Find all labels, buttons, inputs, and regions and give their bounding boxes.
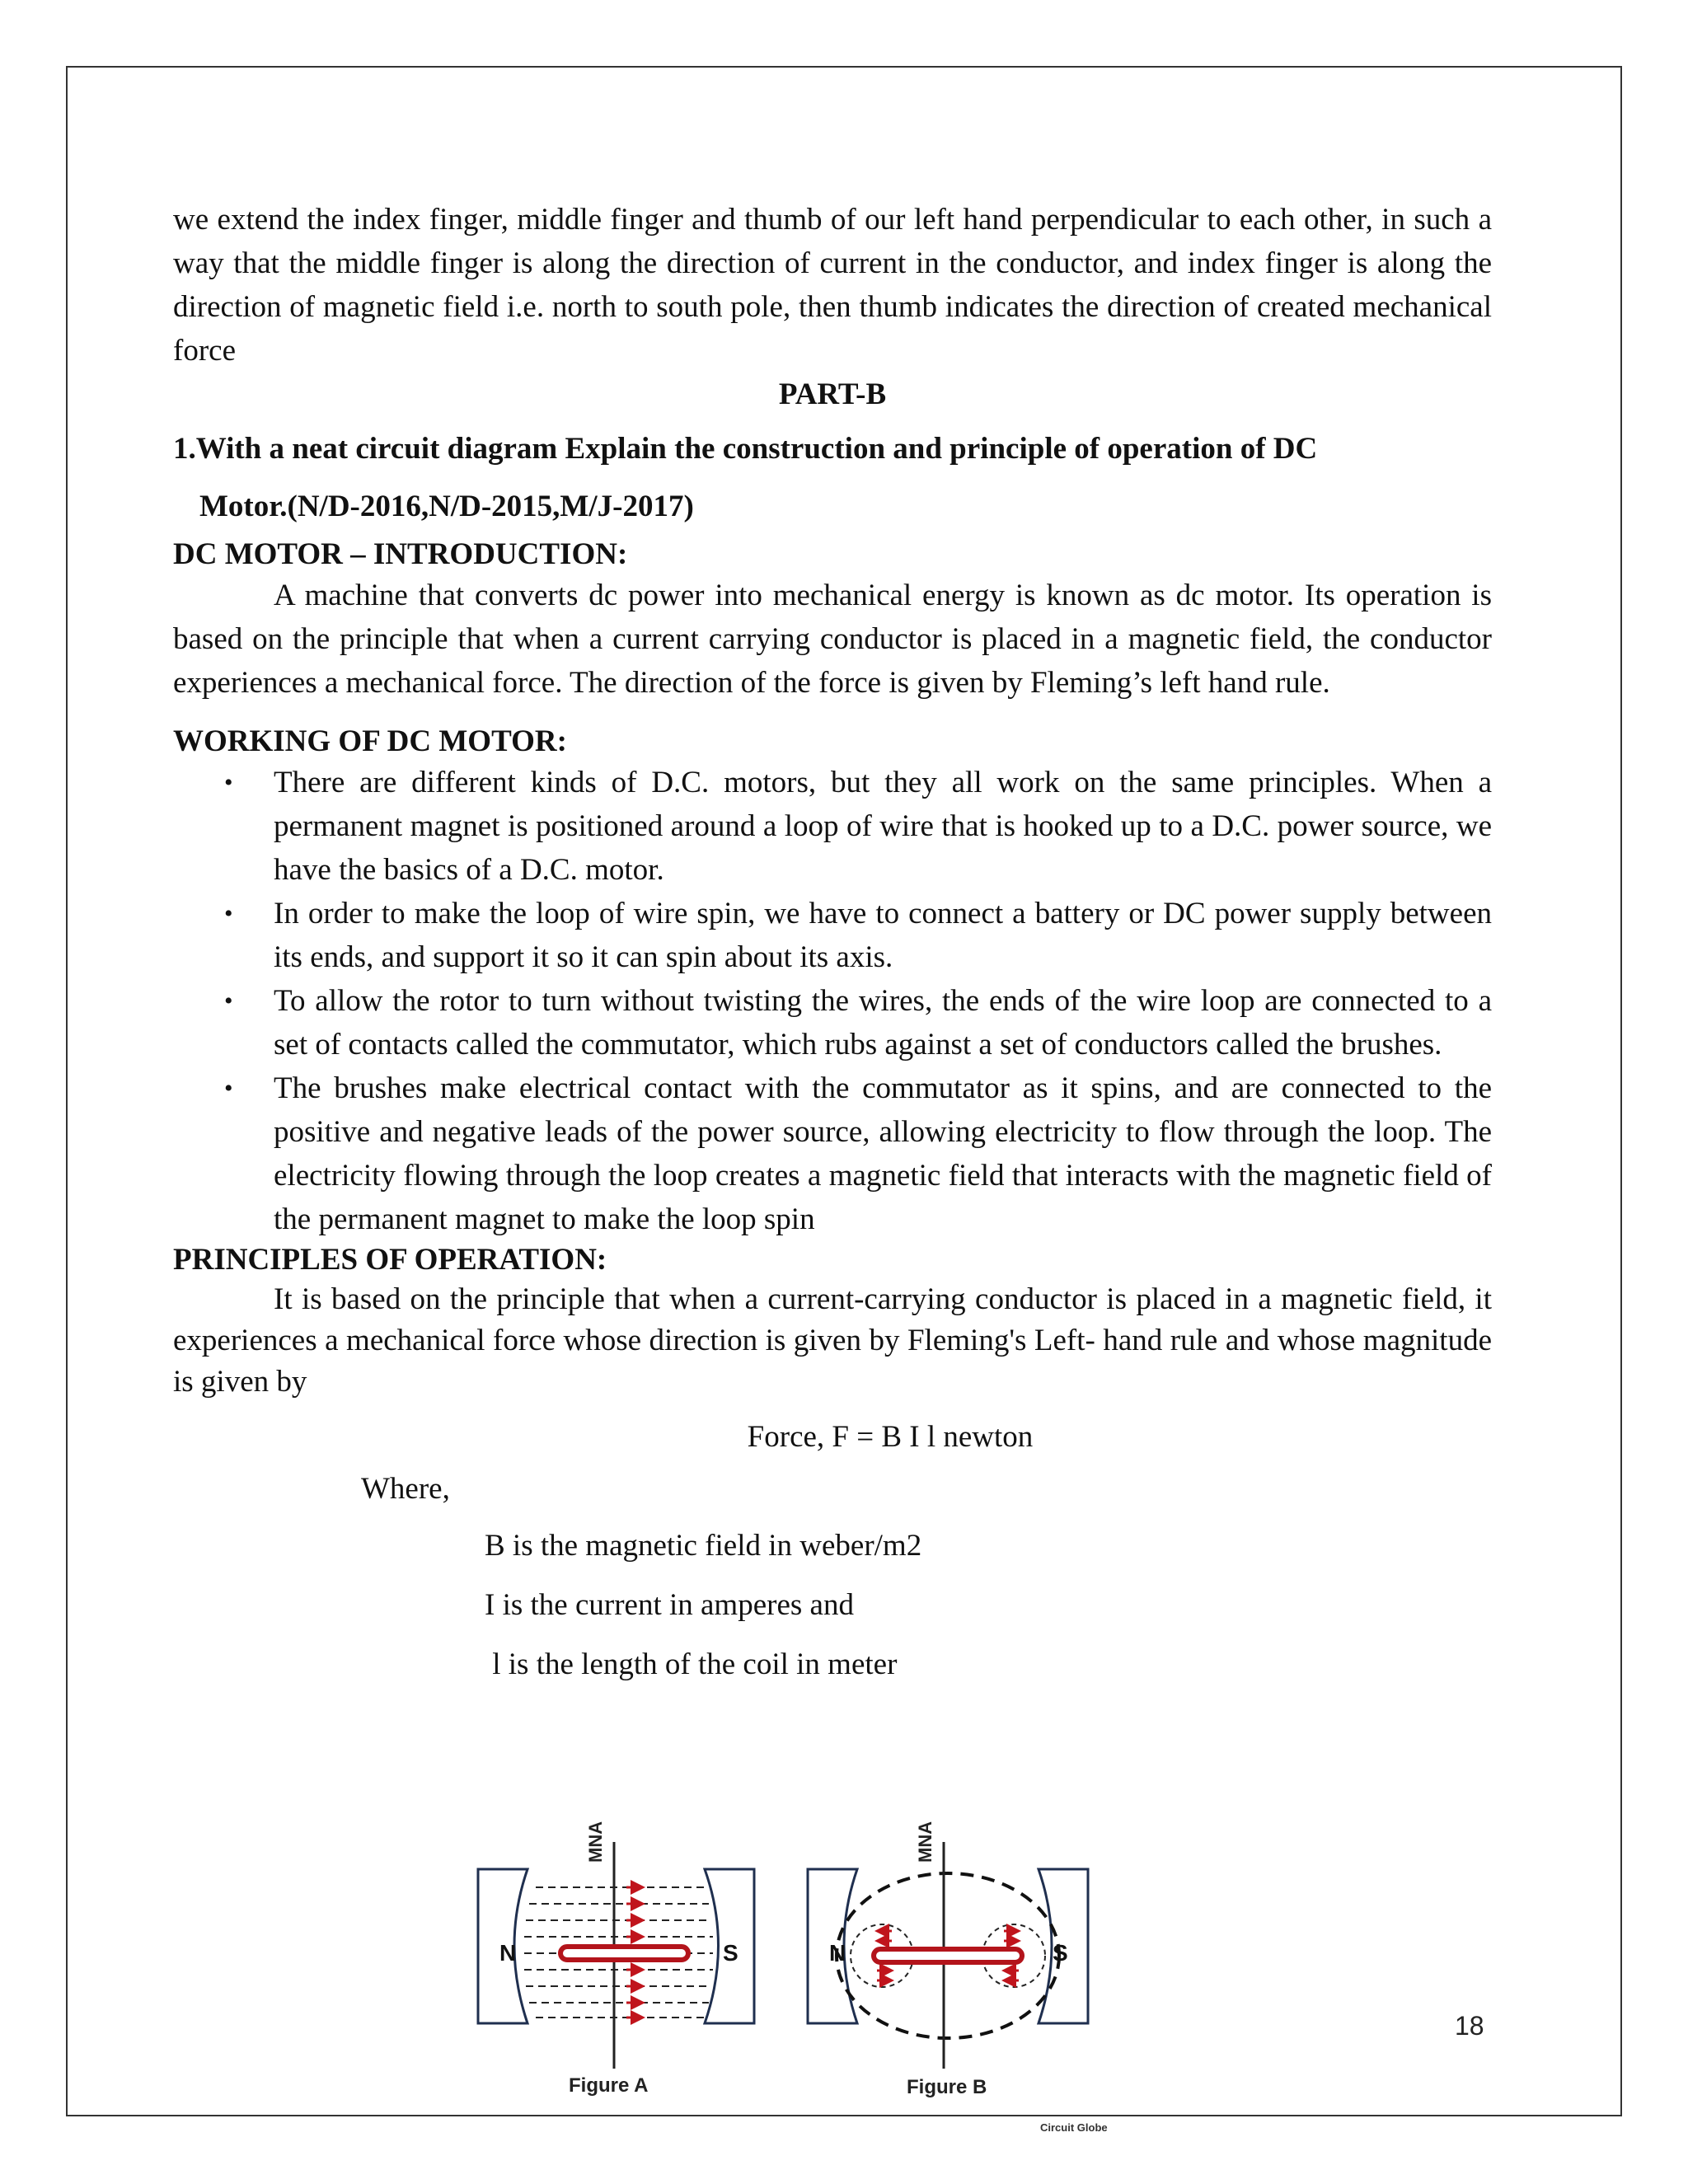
document-body	[173, 198, 1492, 1694]
principles-text: It is based on the principle that when a current-carrying conductor is placed in a magnetic field, it experiences a mechanical force whose direction is given by Fleming's Left- hand rule and whose magnitude is given by	[173, 1282, 1492, 1399]
intro-paragraph: we extend the index finger, middle finger and thumb of our left hand perpendicular to each other, in such a way that the middle finger is along the direction of current in the conductor, and index finger is along the direction of magnetic field i.e. north to south pole, then thumb indicates the direction of created mechanical force	[173, 203, 1492, 368]
question-heading	[173, 420, 1492, 536]
part-heading: PART-B	[778, 377, 887, 411]
introduction-text: A machine that converts dc power into mechanical energy is known as dc motor. Its operation is based on the principle that when a current carrying conductor is placed in a magnetic field, the conductor experiences a mechanical force. The direction of the force is given by Fleming’s left hand rule.	[173, 579, 1492, 700]
question-line-1: 1.With a neat circuit diagram Explain the construction and principle of operation of DC	[173, 432, 1318, 466]
bullet-icon: •	[224, 987, 233, 1015]
definition-i: I is the current in amperes and	[485, 1588, 854, 1622]
south-label: S	[723, 1940, 738, 1966]
definition-l: l is the length of the coil in meter	[485, 1647, 898, 1681]
definition-b: B is the magnetic field in weber/m2	[485, 1529, 922, 1563]
list-item: • In order to make the loop of wire spin, we have to connect a battery or DC power supply between its ends, and support it so it can spin about its axis.	[173, 892, 1492, 979]
north-label-b: N	[829, 1940, 846, 1966]
bullet-icon: •	[224, 900, 233, 927]
force-formula: Force, F = B I l newton	[747, 1420, 1034, 1454]
working-list	[173, 761, 1492, 1241]
list-item: • There are different kinds of D.C. motors, but they all work on the same principles. When a permanent magnet is positioned around a loop of wire that is hooked up to a D.C. power source, we have the basics of a D.C. motor.	[173, 761, 1492, 892]
south-label-b: S	[1053, 1940, 1068, 1966]
mna-label-b: MNA	[915, 1821, 935, 1863]
conductor-a	[560, 1947, 688, 1960]
mna-label-a: MNA	[585, 1821, 606, 1863]
conductor-b	[874, 1949, 1022, 1962]
where-label: Where,	[361, 1472, 450, 1506]
figure-b-caption: Figure B	[907, 2076, 987, 2098]
figure-b	[808, 1821, 1088, 2069]
bullet-icon: •	[224, 769, 233, 796]
north-label: N	[499, 1940, 517, 1966]
question-line-2: Motor.(N/D-2016,N/D-2015,M/J-2017)	[199, 490, 694, 523]
principles-heading: PRINCIPLES OF OPERATION:	[173, 1243, 607, 1277]
introduction-heading: DC MOTOR – INTRODUCTION:	[173, 537, 628, 571]
bullet-icon: •	[224, 1075, 233, 1102]
motor-figures	[470, 1817, 1129, 2122]
working-heading: WORKING OF DC MOTOR:	[173, 724, 567, 758]
figure-a	[478, 1821, 754, 2069]
page-number: 18	[1455, 2011, 1484, 2041]
credit-text: Circuit Globe	[1040, 2121, 1108, 2134]
list-item: • The brushes make electrical contact with the commutator as it spins, and are connected to the positive and negative leads of the power source, allowing electricity to flow through the loop. The electricity flowing through the loop creates a magnetic field that interacts with the magnetic field of the permanent magnet to make the loop spin	[173, 1066, 1492, 1241]
figure-a-caption: Figure A	[569, 2074, 649, 2097]
list-item: • To allow the rotor to turn without twisting the wires, the ends of the wire loop are connected to a set of contacts called the commutator, which rubs against a set of conductors called the brushes.	[173, 979, 1492, 1066]
